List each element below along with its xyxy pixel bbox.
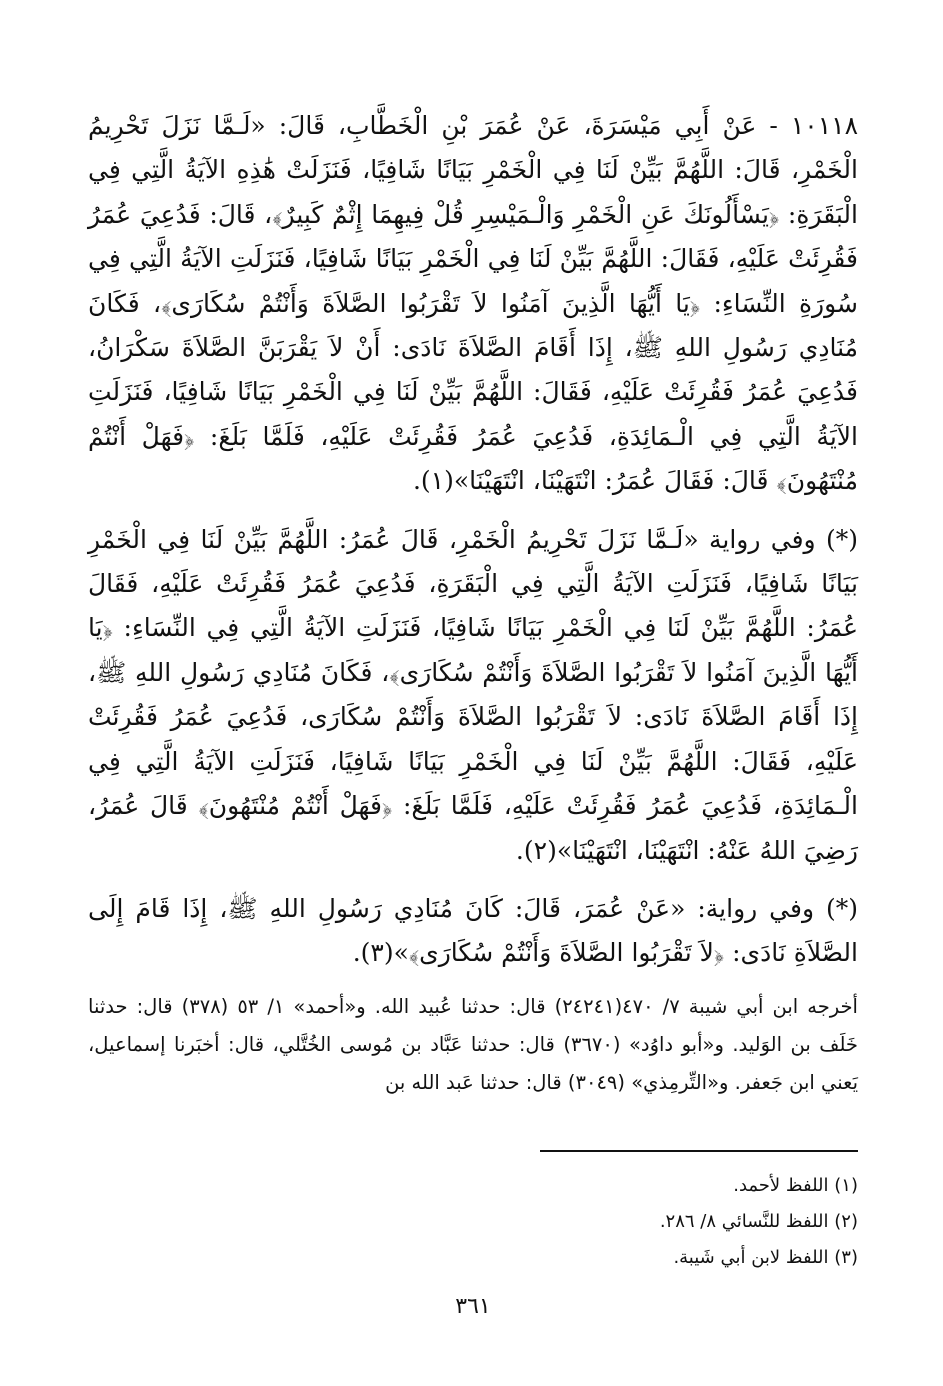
riwaya-paragraph-1: (*) وفي رواية «لَـمَّا نَزَلَ تَحْرِيمُ الْخَمْرِ، قَالَ عُمَرُ: اللَّهُمَّ بَيِّنْ لَنَا فِي الْخَمْرِ بَيَانًا شَافِيًا، فَنَزَلَتِ الآيَةُ الَّتِي فِي الْبَقَرَةِ، فَدُعِيَ عُمَرُ فَقُرِئَتْ عَلَيْهِ، فَقَالَ عُمَرُ: اللَّهُمَّ بَيِّنْ لَنَا فِي الْخَمْرِ بَيَانًا شَافِيًا، فَنَزَلَتِ الآيَةُ الَّتِي فِي النِّسَاءِ: ﴿يَا أَيُّهَا الَّذِينَ آمَنُوا لاَ تَقْرَبُوا الصَّلاَةَ وَأَنْتُمْ سُكَارَى﴾، فَكَانَ مُنَادِي رَسُولِ اللهِ ﷺ، إِذَا أَقَامَ الصَّلاَةَ نَادَى: لاَ تَقْرَبُوا الصَّلاَةَ وَأَنْتُمْ سُكَارَى، فَدُعِيَ عُمَرُ فَقُرِئَتْ عَلَيْهِ، فَقَالَ: اللَّهُمَّ بَيِّنْ لَنَا فِي الْخَمْرِ بَيَانًا شَافِيًا، فَنَزَلَتِ الآيَةُ الَّتِي فِي الْـمَائِدَةِ، فَدُعِيَ عُمَرُ فَقُرِئَتْ عَلَيْهِ، فَلَمَّا بَلَغَ: ﴿فَهَلْ أَنْتُمْ مُنْتَهُونَ﴾ قَالَ عُمَرُ، رَضِيَ اللهُ عَنْهُ: انْتَهَيْنَا، انْتَهَيْنَا»(٢). xyxy=(88,524,859,865)
footnotes-list xyxy=(88,1168,858,1276)
footnote-3: (٣) اللفظ لابن أبي شَيبة. xyxy=(673,1247,858,1268)
hadith-paragraph: ١٠١١٨ - عَنْ أَبِي مَيْسَرَةَ، عَنْ عُمَرَ بْنِ الْخَطَّابِ، قَالَ: «لَـمَّا نَزَلَ تَحْرِيمُ الْخَمْرِ، قَالَ: اللَّهُمَّ بَيِّنْ لَنَا فِي الْخَمْرِ بَيَانًا شَافِيًا، فَنَزَلَتْ هَٰذِهِ الآيَةُ الَّتِي فِي الْبَقَرَةِ: ﴿يَسْأَلُونَكَ عَنِ الْخَمْرِ وَالْـمَيْسِرِ قُلْ فِيهِمَا إِثْمٌ كَبِيرٌ﴾، قَالَ: فَدُعِيَ عُمَرُ فَقُرِئَتْ عَلَيْهِ، فَقَالَ: اللَّهُمَّ بَيِّنْ لَنَا فِي الْخَمْرِ بَيَانًا شَافِيًا، فَنَزَلَتِ الآيَةُ الَّتِي فِي سُورَةِ النِّسَاءِ: ﴿يَا أَيُّهَا الَّذِينَ آمَنُوا لاَ تَقْرَبُوا الصَّلاَةَ وَأَنْتُمْ سُكَارَى﴾، فَكَانَ مُنَادِي رَسُولِ اللهِ ﷺ، إِذَا أَقَامَ الصَّلاَةَ نَادَى: أَنْ لاَ يَقْرَبَنَّ الصَّلاَةَ سَكْرَانُ، فَدُعِيَ عُمَرُ فَقُرِئَتْ عَلَيْهِ، فَقَالَ: اللَّهُمَّ بَيِّنْ لَنَا فِي الْخَمْرِ بَيَانًا شَافِيًا، فَنَزَلَتِ الآيَةُ الَّتِي فِي الْـمَائِدَةِ، فَدُعِيَ عُمَرُ فَقُرِئَتْ عَلَيْهِ، فَلَمَّا بَلَغَ: ﴿فَهَلْ أَنْتُمْ مُنْتَهُونَ﴾ قَالَ: فَقَالَ عُمَرُ: انْتَهَيْنَا، انْتَهَيْنَا»(١). xyxy=(88,111,858,496)
footnote-divider xyxy=(540,1150,858,1152)
takhrij-paragraph: أخرجه ابن أبي شيبة ٧/ ٤٧٠(٢٤٢٤١) قال: حدثنا عُبيد الله. و«أحمد» ١/ ٥٣ (٣٧٨) قال: حدثنا خَلَف بن الوَليد. و«أبو داوُد» (٣٦٧٠) قال: حدثنا عَبَّاد بن مُوسى الخُتَّلي، قال: أخبَرنا إسماعيل، يَعني ابن جَعفر. و«التِّرمِذي» (٣٠٤٩) قال: حدثنا عَبد الله بن xyxy=(88,994,858,1095)
riwaya-paragraph-2: (*) وفي رواية: «عَنْ عُمَرَ، قَالَ: كَانَ مُنَادِي رَسُولِ اللهِ ﷺ، إِذَا قَامَ إِلَى الصَّلاَةِ نَادَى: ﴿لاَ تَقْرَبُوا الصَّلاَةَ وَأَنْتُمْ سُكَارَى﴾»(٣). xyxy=(88,893,858,968)
page-number: ٣٦١ xyxy=(455,1294,491,1319)
footnote-2: (٢) اللفظ للنَّسائي ٨/ ٢٨٦. xyxy=(659,1211,858,1232)
book-page xyxy=(88,104,858,1364)
footnote-1: (١) اللفظ لأحمد. xyxy=(733,1175,858,1196)
